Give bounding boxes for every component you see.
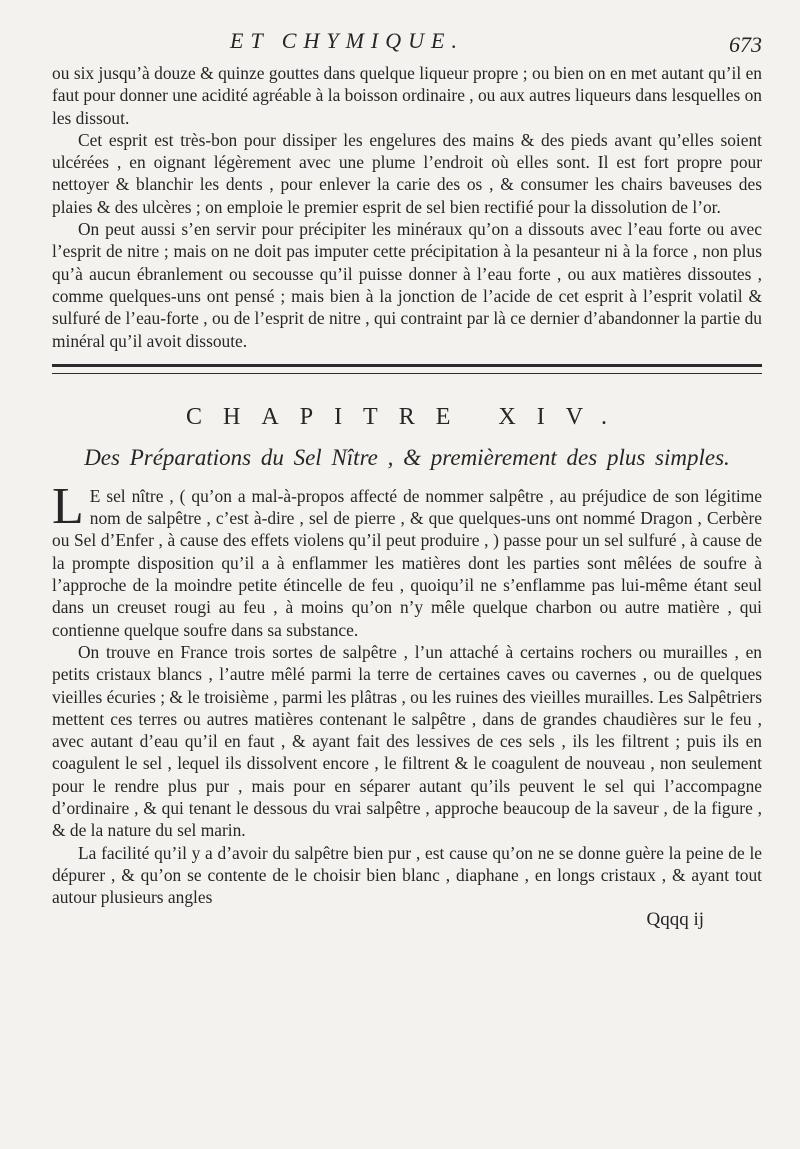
chapter-subtitle: Des Préparations du Sel Nître , & premièrement des plus simples. [84,444,730,470]
paragraph: Cet esprit est très-bon pour dissiper les engelures des mains & des pieds avant qu’elles soient ulcérées , en oignant légèrement avec une plume l’endroit où elles sont. Il est fort propre pour nettoyer & blanchir les dents , pour enlever la carie des os , & consumer les chairs baveuses des plaies & des ulcères ; on emploie le premier esprit de sel bien rectifié pour la dissolution de l’or. [52,129,762,217]
drop-cap: L [52,477,84,535]
section-divider [52,364,762,374]
chapter-opening-paragraph [52,477,762,641]
paragraph-continued: ou six jusqu’à douze & quinze gouttes dans quelque liqueur propre ; ou bien on en met autant qu’il en faut pour donner une acidité agréable à la boisson ordinaire , ou aux autres liqueurs dans lesquelles on les dissout. [52,63,762,128]
page-number: 673 [729,32,762,57]
paragraph: On peut aussi s’en servir pour précipiter les minéraux qu’on a dissouts avec l’eau forte ou avec l’esprit de nitre ; mais on ne doit pas imputer cette précipitation à la pesanteur ni à la force , non plus qu’à aucun ébranlement ou secousse qu’il puisse donner à l’eau forte , ou aux matières dissoutes , comme quelques-uns ont pensé ; mais bien à la jonction de l’acide de cet esprit à l’esprit volatil & sulfuré de l’eau-forte , ou de l’esprit de nitre , qui contraint par là ce dernier d’abandonner la partie du minéral qu’il avoit dissoute. [52,219,762,351]
running-head-title: ET CHYMIQUE. [230,28,464,53]
opening-paragraph-text: E sel nître , ( qu’on a mal-à-propos affecté de nommer salpêtre , au préjudice de son légitime nom de salpêtre , c’est à-dire , sel de pierre , & que quelques-uns ont nommé Dragon , Cerbère ou Sel d’Enfer , à cause des effets violens qu’il peut produire , ) passe pour un sel sulfuré , à cause de la prompte disposition qu’il a à enflammer les matières dont les parties sont mêlées de soufre à l’approche de la moindre petite étincelle de feu , quoiqu’il ne s’enflamme pas lui-même étant seul dans un creuset rougi au feu , à moins qu’on n’y mêle quelque charbon ou autre matière , qui contienne quelque soufre dans sa substance. [52,485,762,640]
book-page [52,28,762,931]
running-head [52,28,762,62]
paragraph: On trouve en France trois sortes de salpêtre , l’un attaché à certains rochers ou murailles , en petits cristaux blancs , l’autre mêlé parmi la terre de certaines caves ou cavernes , ou de quelques vieilles écuries ; & le troisième , parmi les plâtras , ou les ruines des vieilles murailles. Les Salpêtriers mettent ces terres ou autres matières contenant le salpêtre , dans de grandes chaudières sur le feu , avec autant d’eau qu’il en faut , & ayant fait des lessives de ces sels , ils les filtrent ; puis ils en coagulent le sel , lequel ils dissolvent encore , le filtrent & le coagulent de nouveau , non seulement pour le rendre plus pur , mais pour en séparer autant qu’ils peuvent le sel qui l’accompagne d’ordinaire , & qui tenant le dessous du vrai salpêtre , approche beaucoup de la saveur , de la figure , & de la nature du sel marin. [52,641,762,841]
chapter-heading: CHAPITRE XIV. [186,403,628,430]
paragraph: La facilité qu’il y a d’avoir du salpêtre bien pur , est cause qu’on ne se donne guère la peine de le dépurer , & qu’on se contente de le choisir bien blanc , diaphane , en longs cristaux , & ayant tout autour plusieurs angles [52,842,762,908]
catchword: Qqqq ij [646,908,704,930]
